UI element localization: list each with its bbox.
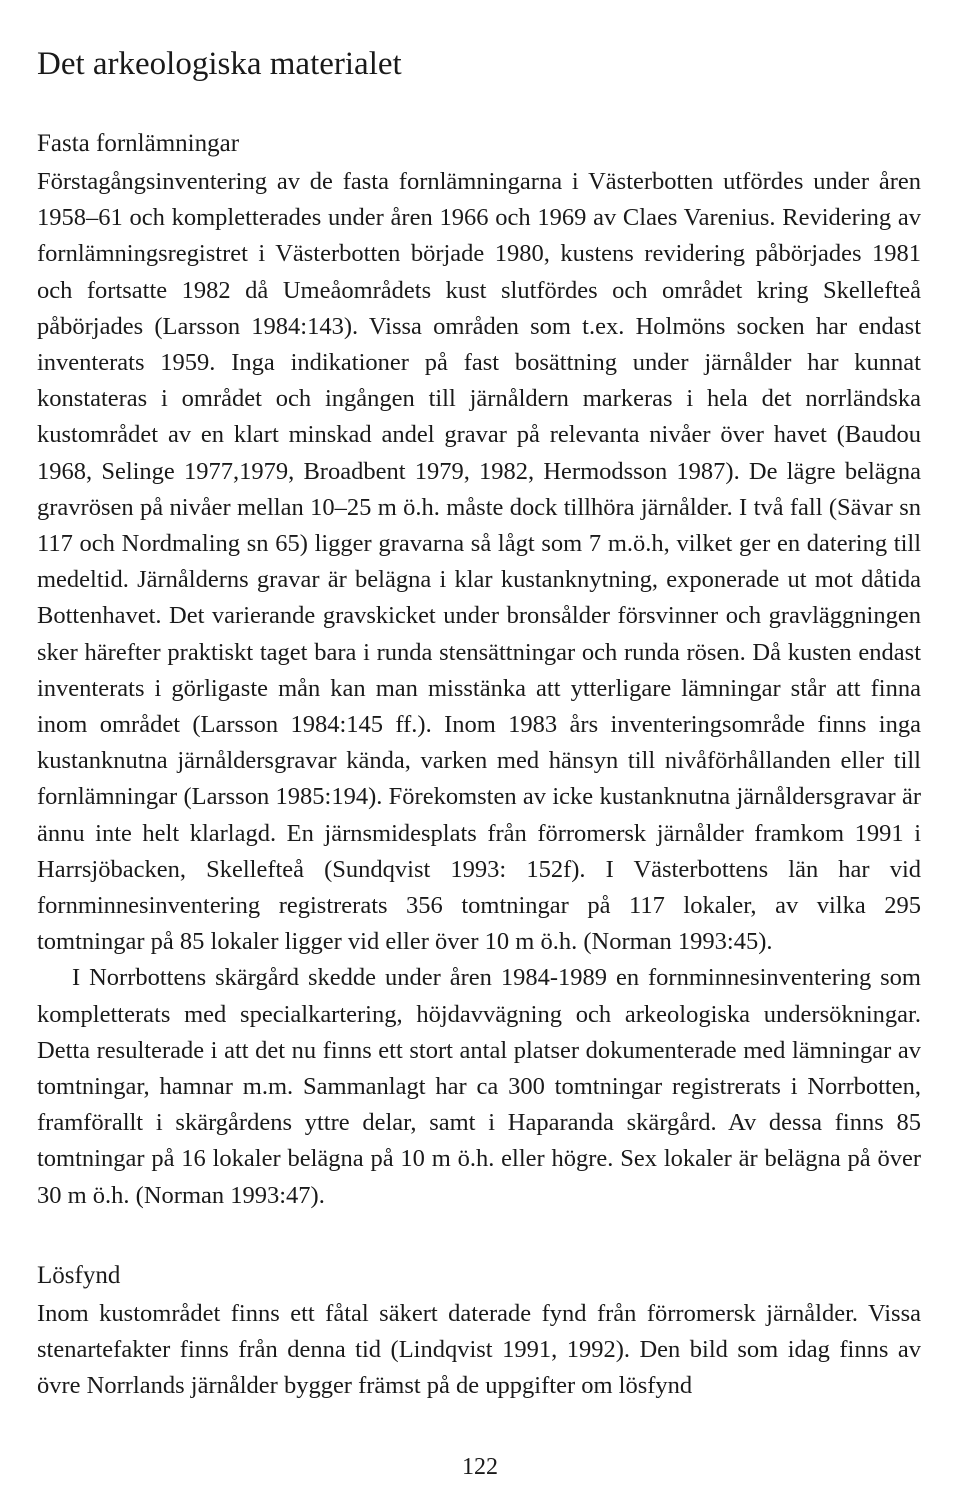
page-title: Det arkeologiska materialet — [37, 46, 402, 82]
section-spacer — [37, 1214, 921, 1258]
section-heading: Lösfynd — [37, 1261, 121, 1289]
document-page — [37, 40, 921, 1405]
section-fasta-fornlamningar — [37, 126, 921, 1214]
section-losfynd — [37, 1258, 921, 1405]
section-heading: Fasta fornlämningar — [37, 130, 240, 157]
paragraph: Förstagångsinventering av de fasta fornlämningarna i Västerbotten utfördes under åren 1958–61 och kompletterades under åren 1966 och 1969 av Claes Varenius. Revidering av fornlämningsregistret i Västerbotten började 1980, kustens revidering påbörjades 1981 och fortsatte 1982 då Umeåområdets kust slutfördes och området kring Skellefteå påbörjades (Larsson 1984:143). Vissa områden som t.ex. Holmöns socken har endast inventerats 1959. Inga indikationer på fast bosättning under järnålder har kunnat konstateras i området och ingången till järnåldern markeras i hela det norrländska kustområdet av en klart minskad andel gravar på relevanta nivåer över havet (Baudou 1968, Selinge 1977,1979, Broadbent 1979, 1982, Hermodsson 1987). De lägre belägna gravrösen på nivåer mellan 10–25 m ö.h. måste dock tillhöra järnålder. I två fall (Sävar sn 117 och Nordmaling sn 65) ligger gravarna så lågt som 7 m.ö.h, vilket ger en datering till medeltid. Järnålderns gravar är belägna i klar kustanknytning, exponerade ut mot dåtida Bottenhavet. Det varierande gravskicket under bronsålder försvinner och gravläggningen sker härefter praktiskt taget bara i runda stensättningar och runda rösen. Då kusten endast inventerats i görligaste mån kan man misstänka att ytterligare lämningar står att finna inom området (Larsson 1984:145 ff.). Inom 1983 års inventeringsområde finns inga kustanknutna järnåldersgravar kända, varken med hänsyn till nivåförhållanden eller till fornlämningar (Larsson 1985:194). Förekomsten av icke kustanknutna järnåldersgravar är ännu inte helt klarlagd. En järnsmidesplats från förromersk järnålder framkom 1991 i Harrsjöbacken, Skellefteå (Sundqvist 1993: 152f). I Västerbottens län har vid fornminnesinventering registrerats 356 tomtningar på 117 lokaler, av vilka 295 tomtningar på 85 lokaler ligger vid eller över 10 m ö.h. (Norman 1993:45). — [37, 168, 921, 956]
paragraph: I Norrbottens skärgård skedde under åren 1984-1989 en fornminnesinventering som kompletterats med specialkartering, höjdavvägning och arkeologiska undersökningar. Detta resulterade i att det nu finns ett stort antal platser dokumenterade med lämningar av tomtningar, hamnar m.m. Sammanlagt har ca 300 tomtningar registrerats i Norrbotten, framförallt i skärgårdens yttre delar, samt i Haparanda skärgård. Av dessa finns 85 tomtningar på 16 lokaler belägna på 10 m ö.h. eller högre. Sex lokaler är belägna på över 30 m ö.h. (Norman 1993:47). — [37, 964, 921, 1209]
page-number: 122 — [462, 1454, 498, 1480]
paragraph: Inom kustområdet finns ett fåtal säkert daterade fynd från förromersk järnålder. Vissa stenartefakter finns från denna tid (Lindqvist 1991, 1992). Den bild som idag finns av övre Norrlands järnålder bygger främst på de uppgifter om lösfynd — [37, 1299, 921, 1400]
